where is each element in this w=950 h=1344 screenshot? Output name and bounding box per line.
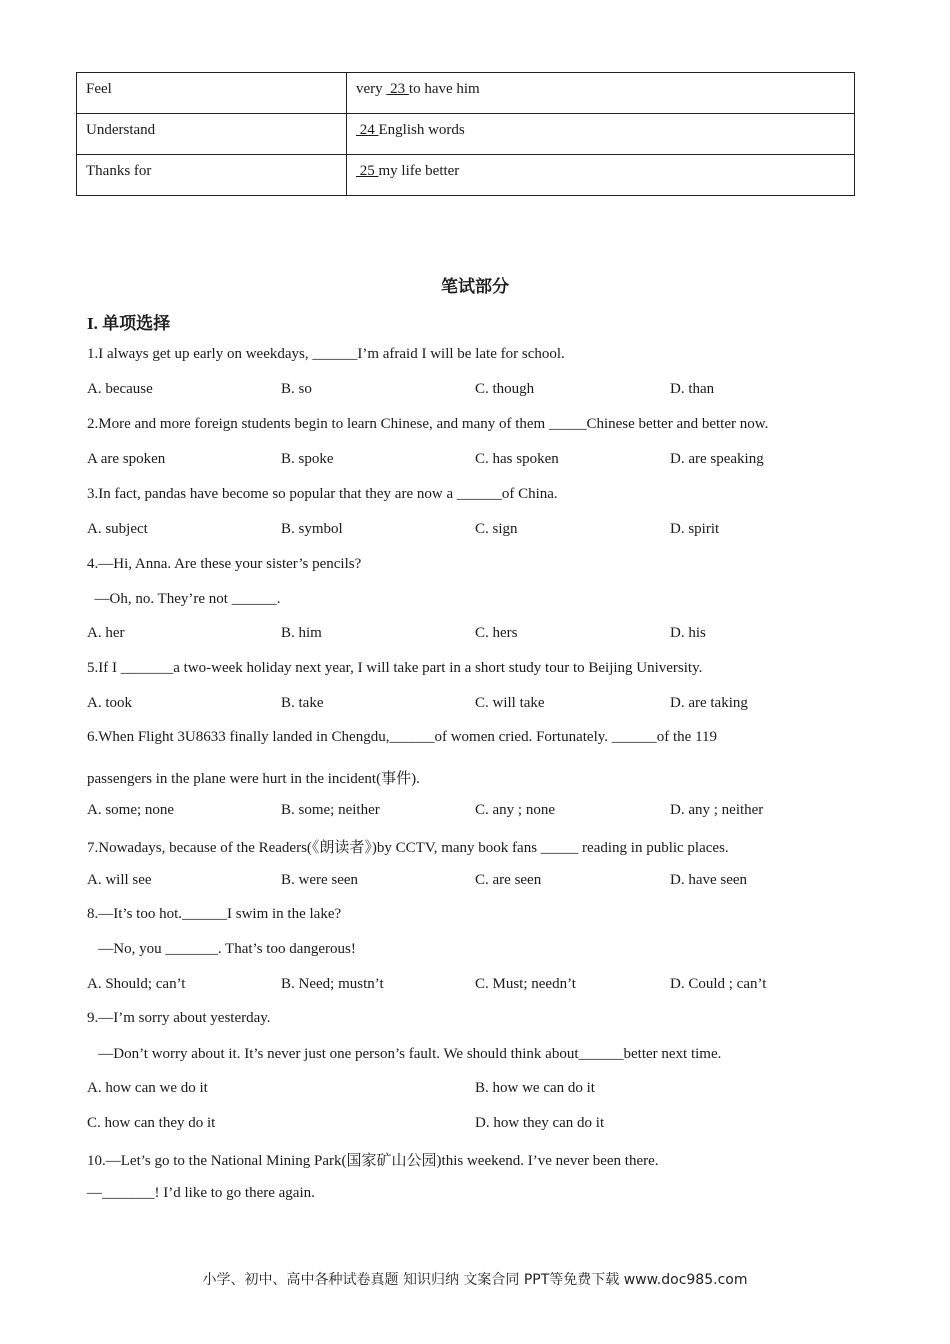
- q5-option-c: C. will take: [475, 695, 545, 711]
- blank-23: 23: [386, 81, 409, 97]
- table-label: Understand: [77, 114, 347, 155]
- table-label: Feel: [77, 73, 347, 114]
- question-6: 6.When Flight 3U8633 finally landed in Chengdu,______of women cried. Fortunately. ______of the 119: [87, 729, 718, 745]
- q4-option-c: C. hers: [475, 625, 518, 641]
- question-5: 5.If I _______a two-week holiday next year, I will take part in a short study tour to Beijing University.: [87, 660, 703, 676]
- q6-option-a: A. some; none: [87, 802, 175, 818]
- part-title: I. 单项选择: [87, 314, 171, 333]
- q6-option-d: D. any ; neither: [670, 802, 764, 818]
- q7-option-b: B. were seen: [281, 872, 359, 888]
- question-8-line-2: —No, you _______. That’s too dangerous!: [87, 941, 356, 957]
- q1-option-c: C. though: [475, 381, 535, 397]
- q3-option-c: C. sign: [475, 521, 518, 537]
- q8-option-b: B. Need; mustn’t: [281, 976, 384, 992]
- question-2: 2.More and more foreign students begin to learn Chinese, and many of them _____Chinese better and better now.: [87, 416, 769, 432]
- q5-option-b: B. take: [281, 695, 324, 711]
- q2-option-b: B. spoke: [281, 451, 334, 467]
- page-footer: 小学、初中、高中各种试卷真题 知识归纳 文案合同 PPT等免费下载 www.doc985.com: [202, 1272, 748, 1288]
- q2-option-c: C. has spoken: [475, 451, 559, 467]
- q1-option-d: D. than: [670, 381, 715, 397]
- answer-table: [76, 72, 855, 196]
- q8-option-d: D. Could ; can’t: [670, 976, 767, 992]
- question-10: 10.—Let’s go to the National Mining Park(国家矿山公园)this weekend. I’ve never been there.: [87, 1153, 659, 1169]
- question-4-line-2: —Oh, no. They’re not ______.: [87, 591, 281, 607]
- q3-option-d: D. spirit: [670, 521, 720, 537]
- q8-option-c: C. Must; needn’t: [475, 976, 576, 992]
- cell-text: English words: [378, 122, 465, 138]
- question-10-line-2: —_______! I’d like to go there again.: [87, 1185, 315, 1201]
- q7-option-d: D. have seen: [670, 872, 748, 888]
- question-3: 3.In fact, pandas have become so popular that they are now a ______of China.: [87, 486, 558, 502]
- table-row: [77, 155, 855, 196]
- q4-option-a: A. her: [87, 625, 125, 641]
- question-9-line-2: —Don’t worry about it. It’s never just one person’s fault. We should think about______better next time.: [87, 1046, 722, 1062]
- question-1: 1.I always get up early on weekdays, ______I’m afraid I will be late for school.: [87, 346, 565, 362]
- q9-option-a: A. how can we do it: [87, 1080, 208, 1096]
- q3-option-a: A. subject: [87, 521, 148, 537]
- question-8: 8.—It’s too hot.______I swim in the lake?: [87, 906, 342, 922]
- q9-option-c: C. how can they do it: [87, 1115, 216, 1131]
- table-row: [77, 114, 855, 155]
- question-9: 9.—I’m sorry about yesterday.: [87, 1010, 271, 1026]
- q9-option-b: B. how we can do it: [475, 1080, 595, 1096]
- q4-option-b: B. him: [281, 625, 322, 641]
- question-6-line-2: passengers in the plane were hurt in the incident(事件).: [87, 771, 420, 787]
- cell-text: my life better: [378, 163, 460, 179]
- q7-option-a: A. will see: [87, 872, 152, 888]
- q5-option-a: A. took: [87, 695, 132, 711]
- q1-option-b: B. so: [281, 381, 312, 397]
- q4-option-d: D. his: [670, 625, 706, 641]
- table-row: [77, 73, 855, 114]
- q2-option-a: A are spoken: [87, 451, 166, 467]
- table-cell: [347, 73, 855, 114]
- table-cell: [347, 114, 855, 155]
- q7-option-c: C. are seen: [475, 872, 542, 888]
- blank-25: 25: [356, 163, 379, 179]
- q8-option-a: A. Should; can’t: [87, 976, 186, 992]
- table-label: Thanks for: [77, 155, 347, 196]
- question-4: 4.—Hi, Anna. Are these your sister’s pencils?: [87, 556, 362, 572]
- q5-option-d: D. are taking: [670, 695, 748, 711]
- section-title: 笔试部分: [441, 277, 509, 296]
- question-7: 7.Nowadays, because of the Readers(《朗读者》)by CCTV, many book fans _____ reading in public places.: [87, 840, 729, 856]
- cell-text: to have him: [408, 81, 480, 97]
- q1-option-a: A. because: [87, 381, 153, 397]
- q9-option-d: D. how they can do it: [475, 1115, 605, 1131]
- table-cell: [347, 155, 855, 196]
- q2-option-d: D. are speaking: [670, 451, 764, 467]
- cell-text: very: [356, 81, 387, 97]
- q3-option-b: B. symbol: [281, 521, 343, 537]
- q6-option-c: C. any ; none: [475, 802, 555, 818]
- q6-option-b: B. some; neither: [281, 802, 380, 818]
- blank-24: 24: [356, 122, 379, 138]
